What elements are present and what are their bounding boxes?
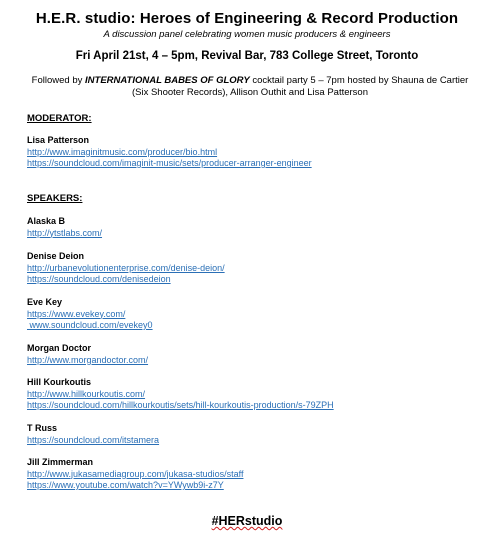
speakers-heading: SPEAKERS: [27,193,83,204]
speaker-name: Denise Deion [27,251,85,261]
speaker-entry [27,297,153,332]
speaker-name: Eve Key [27,297,63,307]
event-subtitle: A discussion panel celebrating women music producers & engineers [103,29,391,40]
speaker-link[interactable]: https://soundcloud.com/itstamera [27,434,160,445]
speaker-name: T Russ [27,423,58,433]
moderator-link[interactable]: https://soundcloud.com/imaginit-music/sets/producer-arranger-engineer [27,158,312,168]
speaker-link[interactable]: https://www.evekey.com/ [27,308,126,319]
event-title: H.E.R. studio: Heroes of Engineering & Record Production [35,10,459,27]
speaker-link[interactable]: https://soundcloud.com/hillkourkoutis/sets/hill-kourkoutis-production/s-79ZPH [27,400,334,410]
event-dateline: Fri April 21st, 4 – 5pm, Revival Bar, 783 College Street, Toronto [75,50,419,62]
speaker-entry [27,216,102,239]
speaker-link[interactable]: www.soundcloud.com/evekey0 [27,320,153,330]
speaker-link[interactable]: http://urbanevolutionenterprise.com/denise-deion/ [27,262,225,273]
moderator-link[interactable]: http://www.imaginitmusic.com/producer/bio.html [27,146,218,157]
speaker-entry [27,423,159,446]
speaker-name-text: Hill Kourkoutis [27,377,92,387]
speaker-name [27,377,334,389]
party-suffix: cocktail party 5 – 7pm hosted by Shauna de Cartier (Six Shooter Records), Allison Outhit and Lisa Patterson [131,75,469,98]
speaker-entry [27,251,225,286]
moderator-entry [27,135,312,170]
speaker-name: Jill Zimmerman [27,457,94,467]
speaker-link[interactable]: http://ytstlabs.com/ [27,227,103,238]
speaker-link[interactable]: http://www.morgandoctor.com/ [27,354,149,365]
party-description [30,75,470,99]
hashtag [0,514,494,528]
hashtag-text: #HERstudio [211,514,283,528]
party-prefix: Followed by [31,75,86,86]
speaker-name: Morgan Doctor [27,343,91,353]
speaker-entry [27,343,148,366]
speaker-entry [27,377,334,412]
speaker-name: Alaska B [27,216,66,226]
moderator-name: Lisa Patterson [27,135,90,145]
speaker-link[interactable]: https://www.youtube.com/watch?v=YWywb9i-z7Y [27,480,224,490]
moderator-heading: MODERATOR: [27,113,92,124]
speaker-link[interactable]: http://www.jukasamediagroup.com/jukasa-studios/staff [27,468,244,479]
speaker-link[interactable]: http://www.hillkourkoutis.com/ [27,388,146,399]
party-highlight: INTERNATIONAL BABES OF GLORY [85,75,250,86]
speaker-link[interactable]: https://soundcloud.com/denisedeion [27,274,171,284]
speaker-entry [27,457,243,492]
